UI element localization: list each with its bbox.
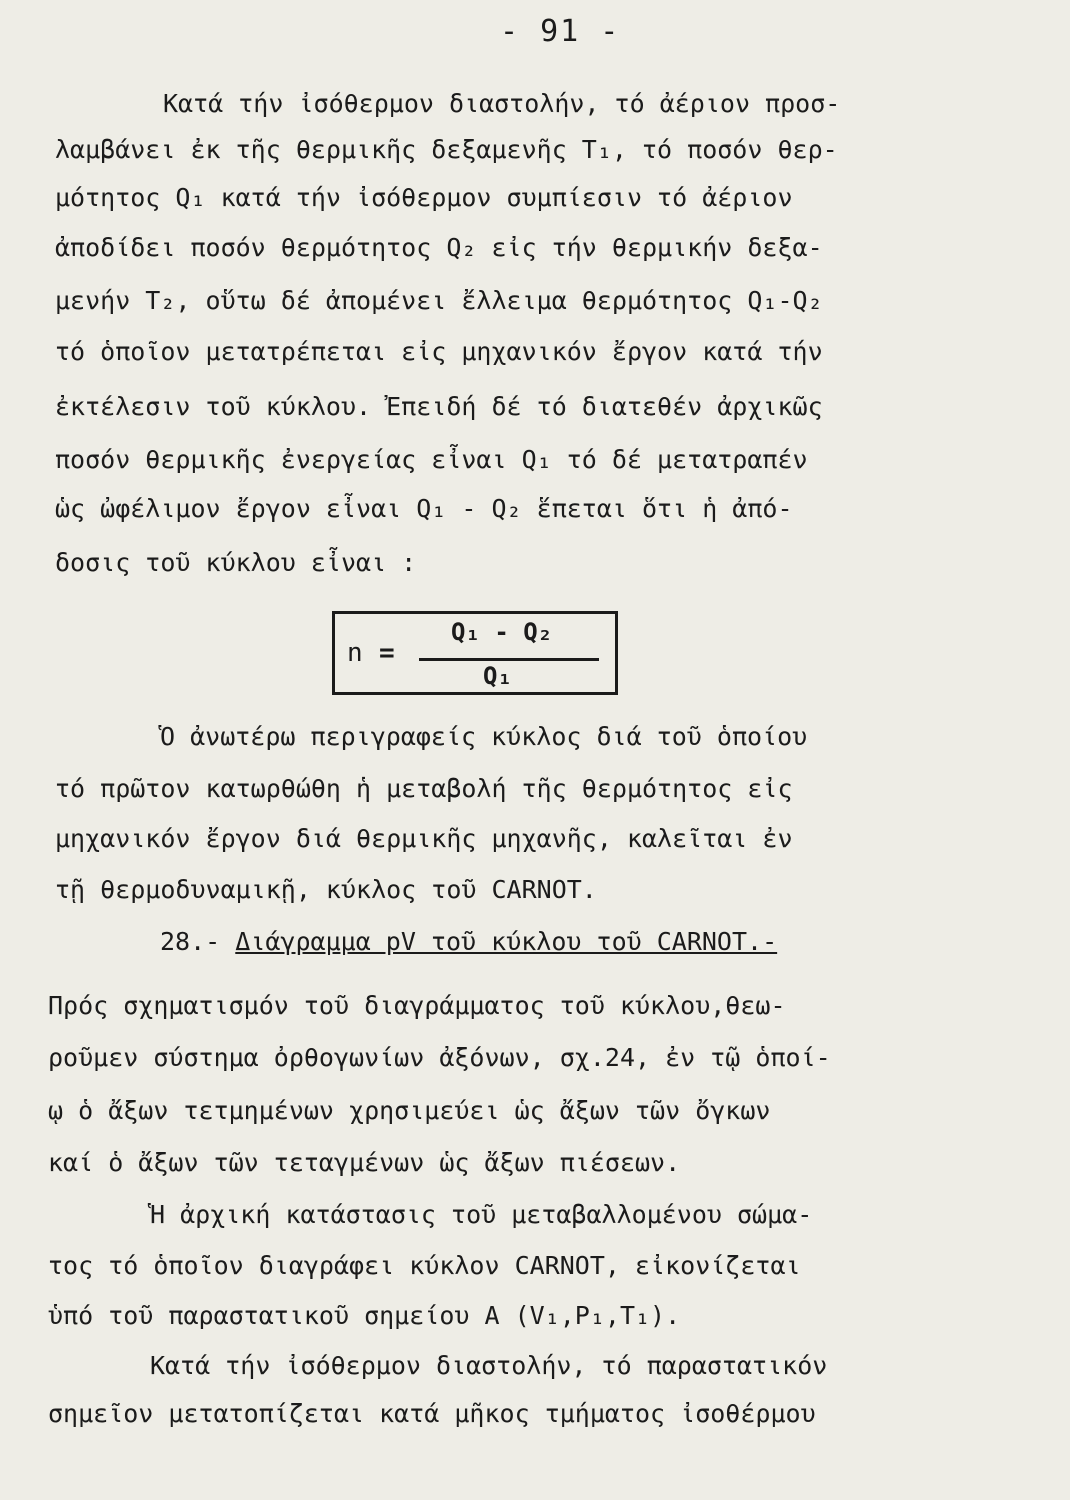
text-line: ῳ ὁ ἄξων τετμημένων χρησιμεύει ὡς ἄξων τῶν ὄγκων: [48, 1096, 771, 1125]
text-line: ὡς ὠφέλιμον ἔργον εἶναι Q₁ - Q₂ ἕπεται ὅτι ἡ ἀπό-: [55, 494, 793, 523]
text-line: τος τό ὁποῖον διαγράφει κύκλον CARNOT, εἰκονίζεται: [48, 1251, 801, 1280]
text-line: ροῦμεν σύστημα ὀρθογωνίων ἀξόνων, σχ.24, ἐν τῷ ὁποί-: [48, 1043, 831, 1072]
fraction-bar: [419, 658, 599, 661]
section-number: 28.-: [160, 927, 221, 956]
page-number: - 91 -: [500, 14, 621, 49]
equals-sign: =: [379, 638, 395, 668]
text-line: τῇ θερμοδυναμικῇ, κύκλος τοῦ CARNOT.: [55, 875, 597, 904]
text-line: μότητος Q₁ κατά τήν ἰσόθερμον συμπίεσιν τό ἀέριον: [55, 183, 793, 212]
formula-denominator: Q₁: [483, 662, 512, 690]
text-line: ὑπό τοῦ παραστατικοῦ σημείου A (V₁,P₁,T₁).: [48, 1301, 681, 1330]
text-line: σημεῖον μετατοπίζεται κατά μῆκος τμήματος ἰσοθέρμου: [48, 1399, 816, 1428]
efficiency-formula-box: [332, 611, 618, 695]
section-title: Διάγραμμα pV τοῦ κύκλου τοῦ CARNOT.-: [235, 927, 778, 956]
text-line: τό ὁποῖον μετατρέπεται εἰς μηχανικόν ἔργον κατά τήν: [55, 337, 823, 366]
efficiency-symbol: n: [347, 638, 363, 668]
text-line: ἀποδίδει ποσόν θερμότητος Q₂ εἰς τήν θερμικήν δεξα-: [55, 233, 823, 262]
section-heading: [160, 926, 777, 958]
text-line: τό πρῶτον κατωρθώθη ἡ μεταβολή τῆς θερμότητος εἰς: [55, 774, 793, 803]
text-line: Ὁ ἀνωτέρω περιγραφείς κύκλος διά τοῦ ὁποίου: [160, 722, 808, 751]
text-line: Κατά τήν ἰσόθερμον διαστολήν, τό παραστατικόν: [150, 1351, 828, 1380]
text-line: μηχανικόν ἔργον διά θερμικῆς μηχανῆς, καλεῖται ἐν: [55, 824, 793, 853]
text-line: Πρός σχηματισμόν τοῦ διαγράμματος τοῦ κύκλου,θεω-: [48, 991, 786, 1020]
text-line: δοσις τοῦ κύκλου εἶναι :: [55, 548, 417, 577]
text-line: λαμβάνει ἐκ τῆς θερμικῆς δεξαμενῆς T₁, τό ποσόν θερ-: [55, 135, 838, 164]
text-line: Ἡ ἀρχική κατάστασις τοῦ μεταβαλλομένου σώμα-: [150, 1200, 813, 1229]
formula-numerator: Q₁ - Q₂: [451, 618, 553, 646]
text-line: Κατά τήν ἰσόθερμον διαστολήν, τό ἀέριον προσ-: [163, 89, 841, 118]
text-line: μενήν T₂, οὕτω δέ ἀπομένει ἔλλειμα θερμότητος Q₁-Q₂: [55, 286, 823, 315]
text-line: ποσόν θερμικῆς ἐνεργείας εἶναι Q₁ τό δέ μετατραπέν: [55, 445, 808, 474]
text-line: καί ὁ ἄξων τῶν τεταγμένων ὡς ἄξων πιέσεων.: [48, 1148, 681, 1177]
text-line: ἐκτέλεσιν τοῦ κύκλου. Ἐπειδή δέ τό διατεθέν ἀρχικῶς: [55, 392, 823, 421]
